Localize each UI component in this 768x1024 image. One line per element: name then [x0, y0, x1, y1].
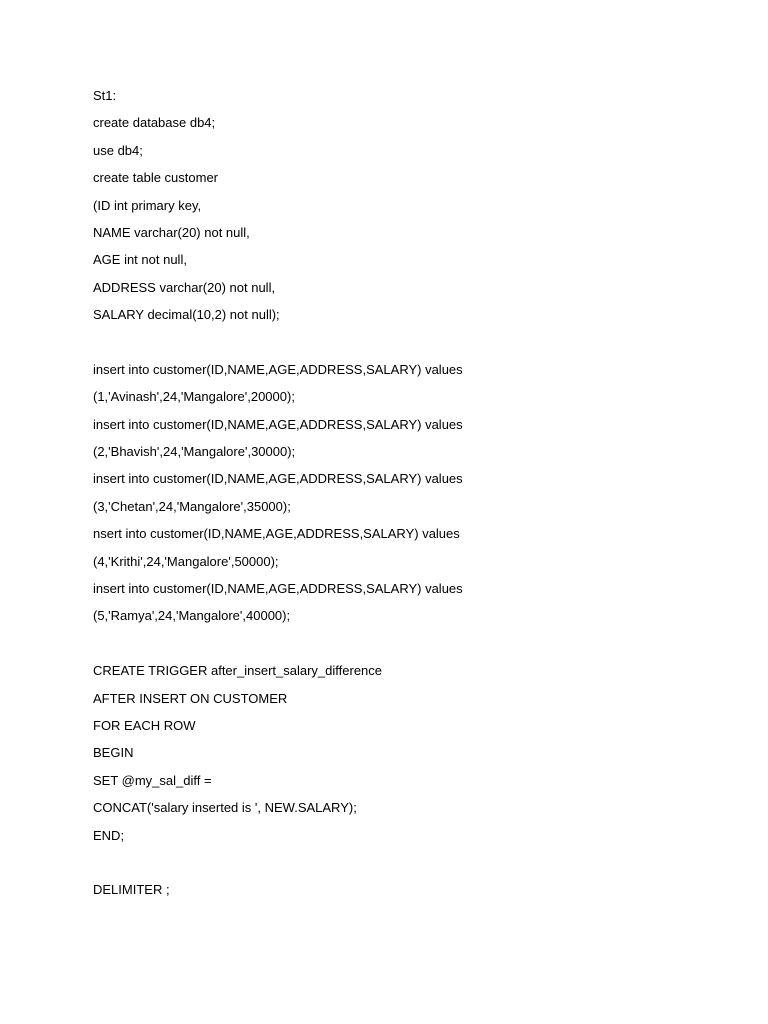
text-line: (4,'Krithi',24,'Mangalore',50000);: [93, 553, 279, 569]
text-line: insert into customer(ID,NAME,AGE,ADDRESS,SALARY) values: [93, 416, 463, 432]
document-body: [93, 86, 733, 908]
text-line: (ID int primary key,: [93, 197, 202, 213]
text-line: ADDRESS varchar(20) not null,: [93, 279, 276, 295]
blank-line: [93, 853, 733, 880]
text-line: CREATE TRIGGER after_insert_salary_difference: [93, 663, 383, 679]
text-line: insert into customer(ID,NAME,AGE,ADDRESS,SALARY) values: [93, 361, 463, 377]
text-line: (3,'Chetan',24,'Mangalore',35000);: [93, 498, 291, 514]
blank-line: [93, 634, 733, 661]
text-line: use db4;: [93, 142, 143, 158]
text-line: AGE int not null,: [93, 252, 187, 268]
text-line: DELIMITER ;: [93, 882, 170, 898]
text-line: NAME varchar(20) not null,: [93, 224, 250, 240]
blank-line: [93, 333, 733, 360]
text-line: FOR EACH ROW: [93, 717, 196, 733]
text-line: insert into customer(ID,NAME,AGE,ADDRESS,SALARY) values: [93, 581, 463, 597]
text-line: create table customer: [93, 170, 219, 186]
text-line: (1,'Avinash',24,'Mangalore',20000);: [93, 389, 295, 405]
text-line: CONCAT('salary inserted is ', NEW.SALARY);: [93, 800, 357, 816]
text-line: AFTER INSERT ON CUSTOMER: [93, 690, 288, 706]
text-line: END;: [93, 827, 125, 843]
text-line: nsert into customer(ID,NAME,AGE,ADDRESS,SALARY) values: [93, 526, 460, 542]
text-line: St1:: [93, 88, 117, 103]
text-line: create database db4;: [93, 115, 216, 131]
text-line: insert into customer(ID,NAME,AGE,ADDRESS,SALARY) values: [93, 471, 463, 487]
text-line: SALARY decimal(10,2) not null);: [93, 307, 280, 323]
text-line: (2,'Bhavish',24,'Mangalore',30000);: [93, 444, 296, 460]
text-line: (5,'Ramya',24,'Mangalore',40000);: [93, 608, 291, 624]
text-line: SET @my_sal_diff =: [93, 772, 212, 788]
text-line: BEGIN: [93, 745, 134, 761]
